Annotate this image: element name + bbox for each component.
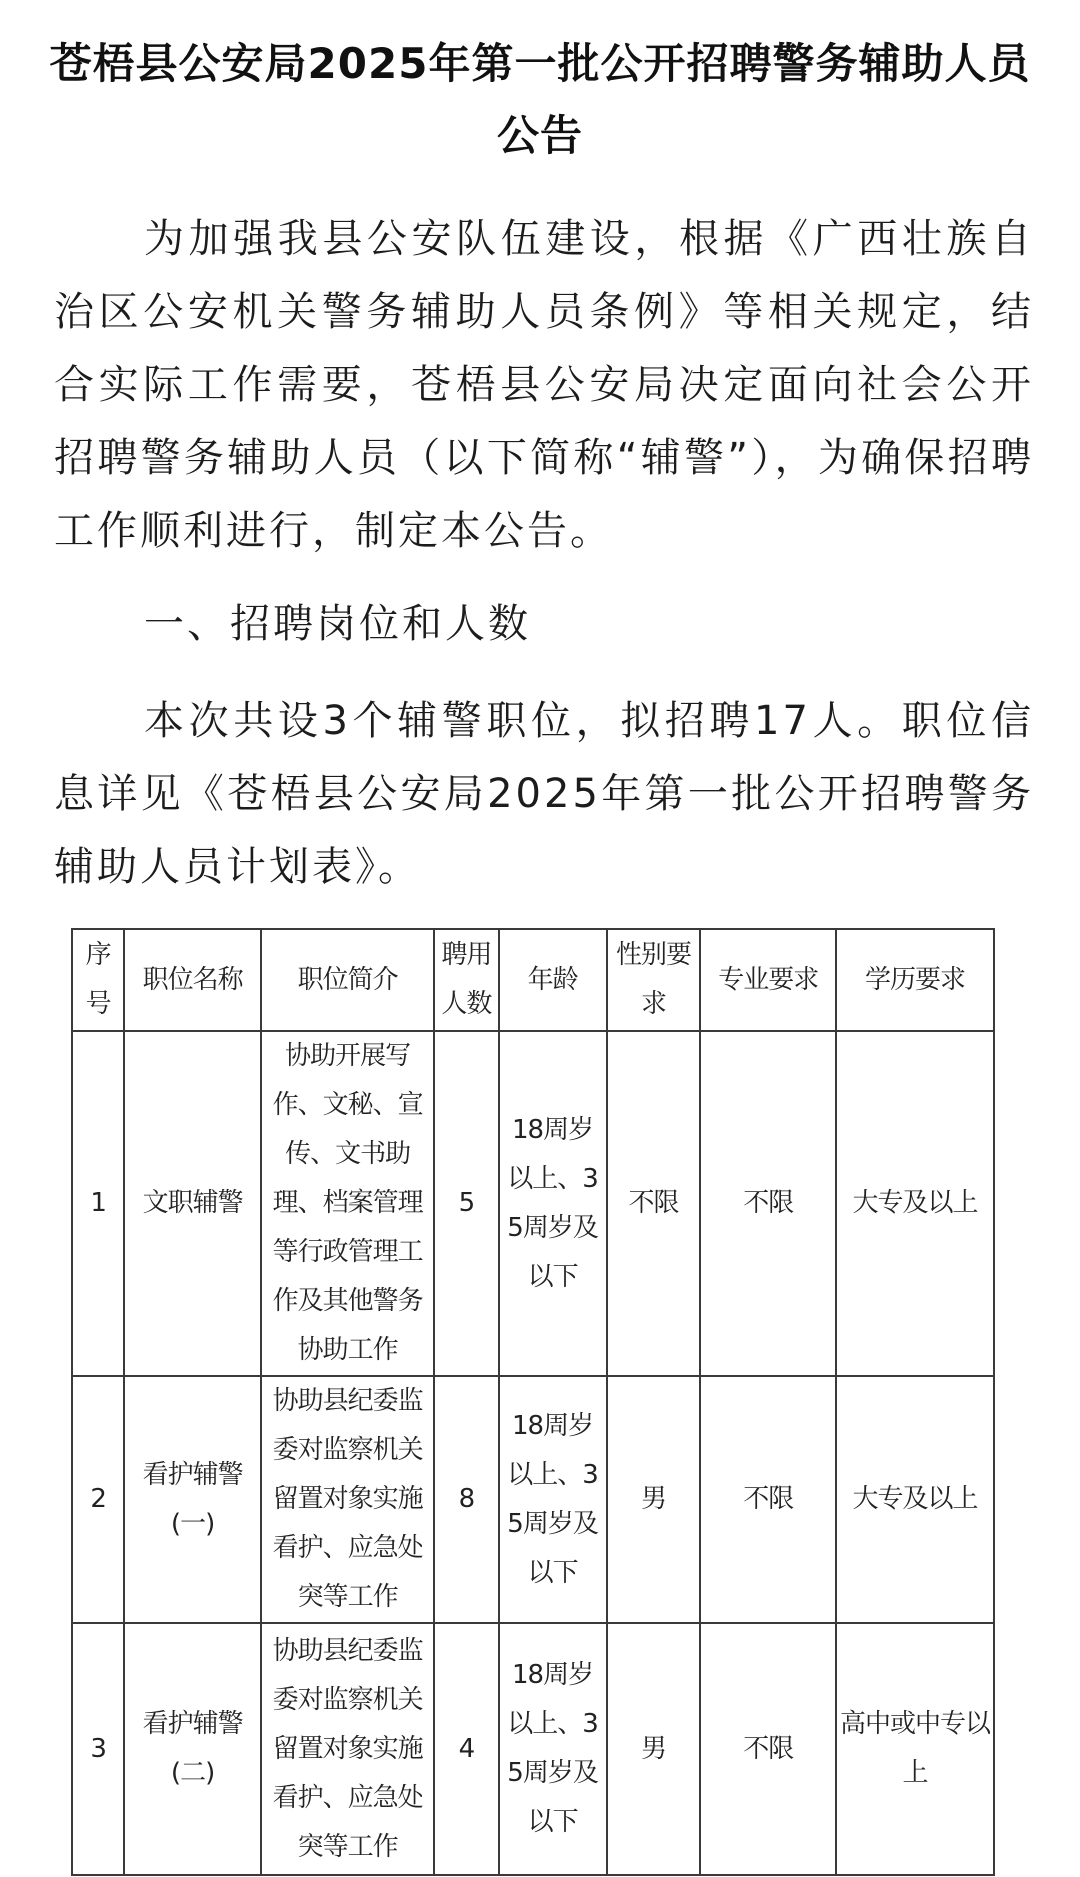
cell-position-name: 看护辅警(二) [124, 1623, 261, 1875]
cell-major: 不限 [700, 1031, 835, 1376]
cell-position-name: 文职辅警 [124, 1031, 261, 1376]
cell-headcount: 8 [434, 1376, 498, 1623]
header-headcount: 聘用人数 [434, 929, 498, 1031]
cell-headcount: 4 [434, 1623, 498, 1875]
table-row [72, 1376, 994, 1623]
cell-position-desc: 协助县纪委监委对监察机关留置对象实施看护、应急处突等工作 [261, 1623, 434, 1875]
cell-seq: 3 [72, 1623, 124, 1875]
header-age: 年龄 [499, 929, 607, 1031]
cell-education: 高中或中专以上 [836, 1623, 994, 1875]
recruitment-plan-table [71, 928, 995, 1876]
cell-age: 18周岁以上、35周岁及以下 [499, 1031, 607, 1376]
cell-major: 不限 [700, 1623, 835, 1875]
cell-position-desc: 协助开展写作、文秘、宣传、文书助理、档案管理等行政管理工作及其他警务协助工作 [261, 1031, 434, 1376]
cell-position-desc: 协助县纪委监委对监察机关留置对象实施看护、应急处突等工作 [261, 1376, 434, 1623]
header-gender: 性别要求 [607, 929, 701, 1031]
cell-education: 大专及以上 [836, 1031, 994, 1376]
cell-seq: 2 [72, 1376, 124, 1623]
cell-seq: 1 [72, 1031, 124, 1376]
table-row [72, 1031, 994, 1376]
cell-gender: 男 [607, 1376, 701, 1623]
cell-gender: 不限 [607, 1031, 701, 1376]
table-header-row [72, 929, 994, 1031]
cell-age: 18周岁以上、35周岁及以下 [499, 1376, 607, 1623]
cell-headcount: 5 [434, 1031, 498, 1376]
header-position-desc: 职位简介 [261, 929, 434, 1031]
cell-major: 不限 [700, 1376, 835, 1623]
intro-paragraph: 为加强我县公安队伍建设，根据《广西壮族自治区公安机关警务辅助人员条例》等相关规定，结合实际工作需要，苍梧县公安局决定面向社会公开招聘警务辅助人员（以下简称“辅警”），为确保招聘工作顺利进行，制定本公告。 [54, 216, 1034, 554]
header-major: 专业要求 [700, 929, 835, 1031]
section-heading: 一、招聘岗位和人数 [144, 601, 531, 647]
header-position-name: 职位名称 [124, 929, 261, 1031]
section-body: 本次共设3个辅警职位，拟招聘17人。职位信息详见《苍梧县公安局2025年第一批公开招聘警务辅助人员计划表》。 [54, 698, 1034, 890]
header-seq: 序号 [72, 929, 124, 1031]
cell-position-name: 看护辅警(一) [124, 1376, 261, 1623]
header-education: 学历要求 [836, 929, 994, 1031]
table-row [72, 1623, 994, 1875]
cell-education: 大专及以上 [836, 1376, 994, 1623]
cell-gender: 男 [607, 1623, 701, 1875]
cell-age: 18周岁以上、35周岁及以下 [499, 1623, 607, 1875]
document-title: 苍梧县公安局2025年第一批公开招聘警务辅助人员公告 [49, 39, 1031, 160]
